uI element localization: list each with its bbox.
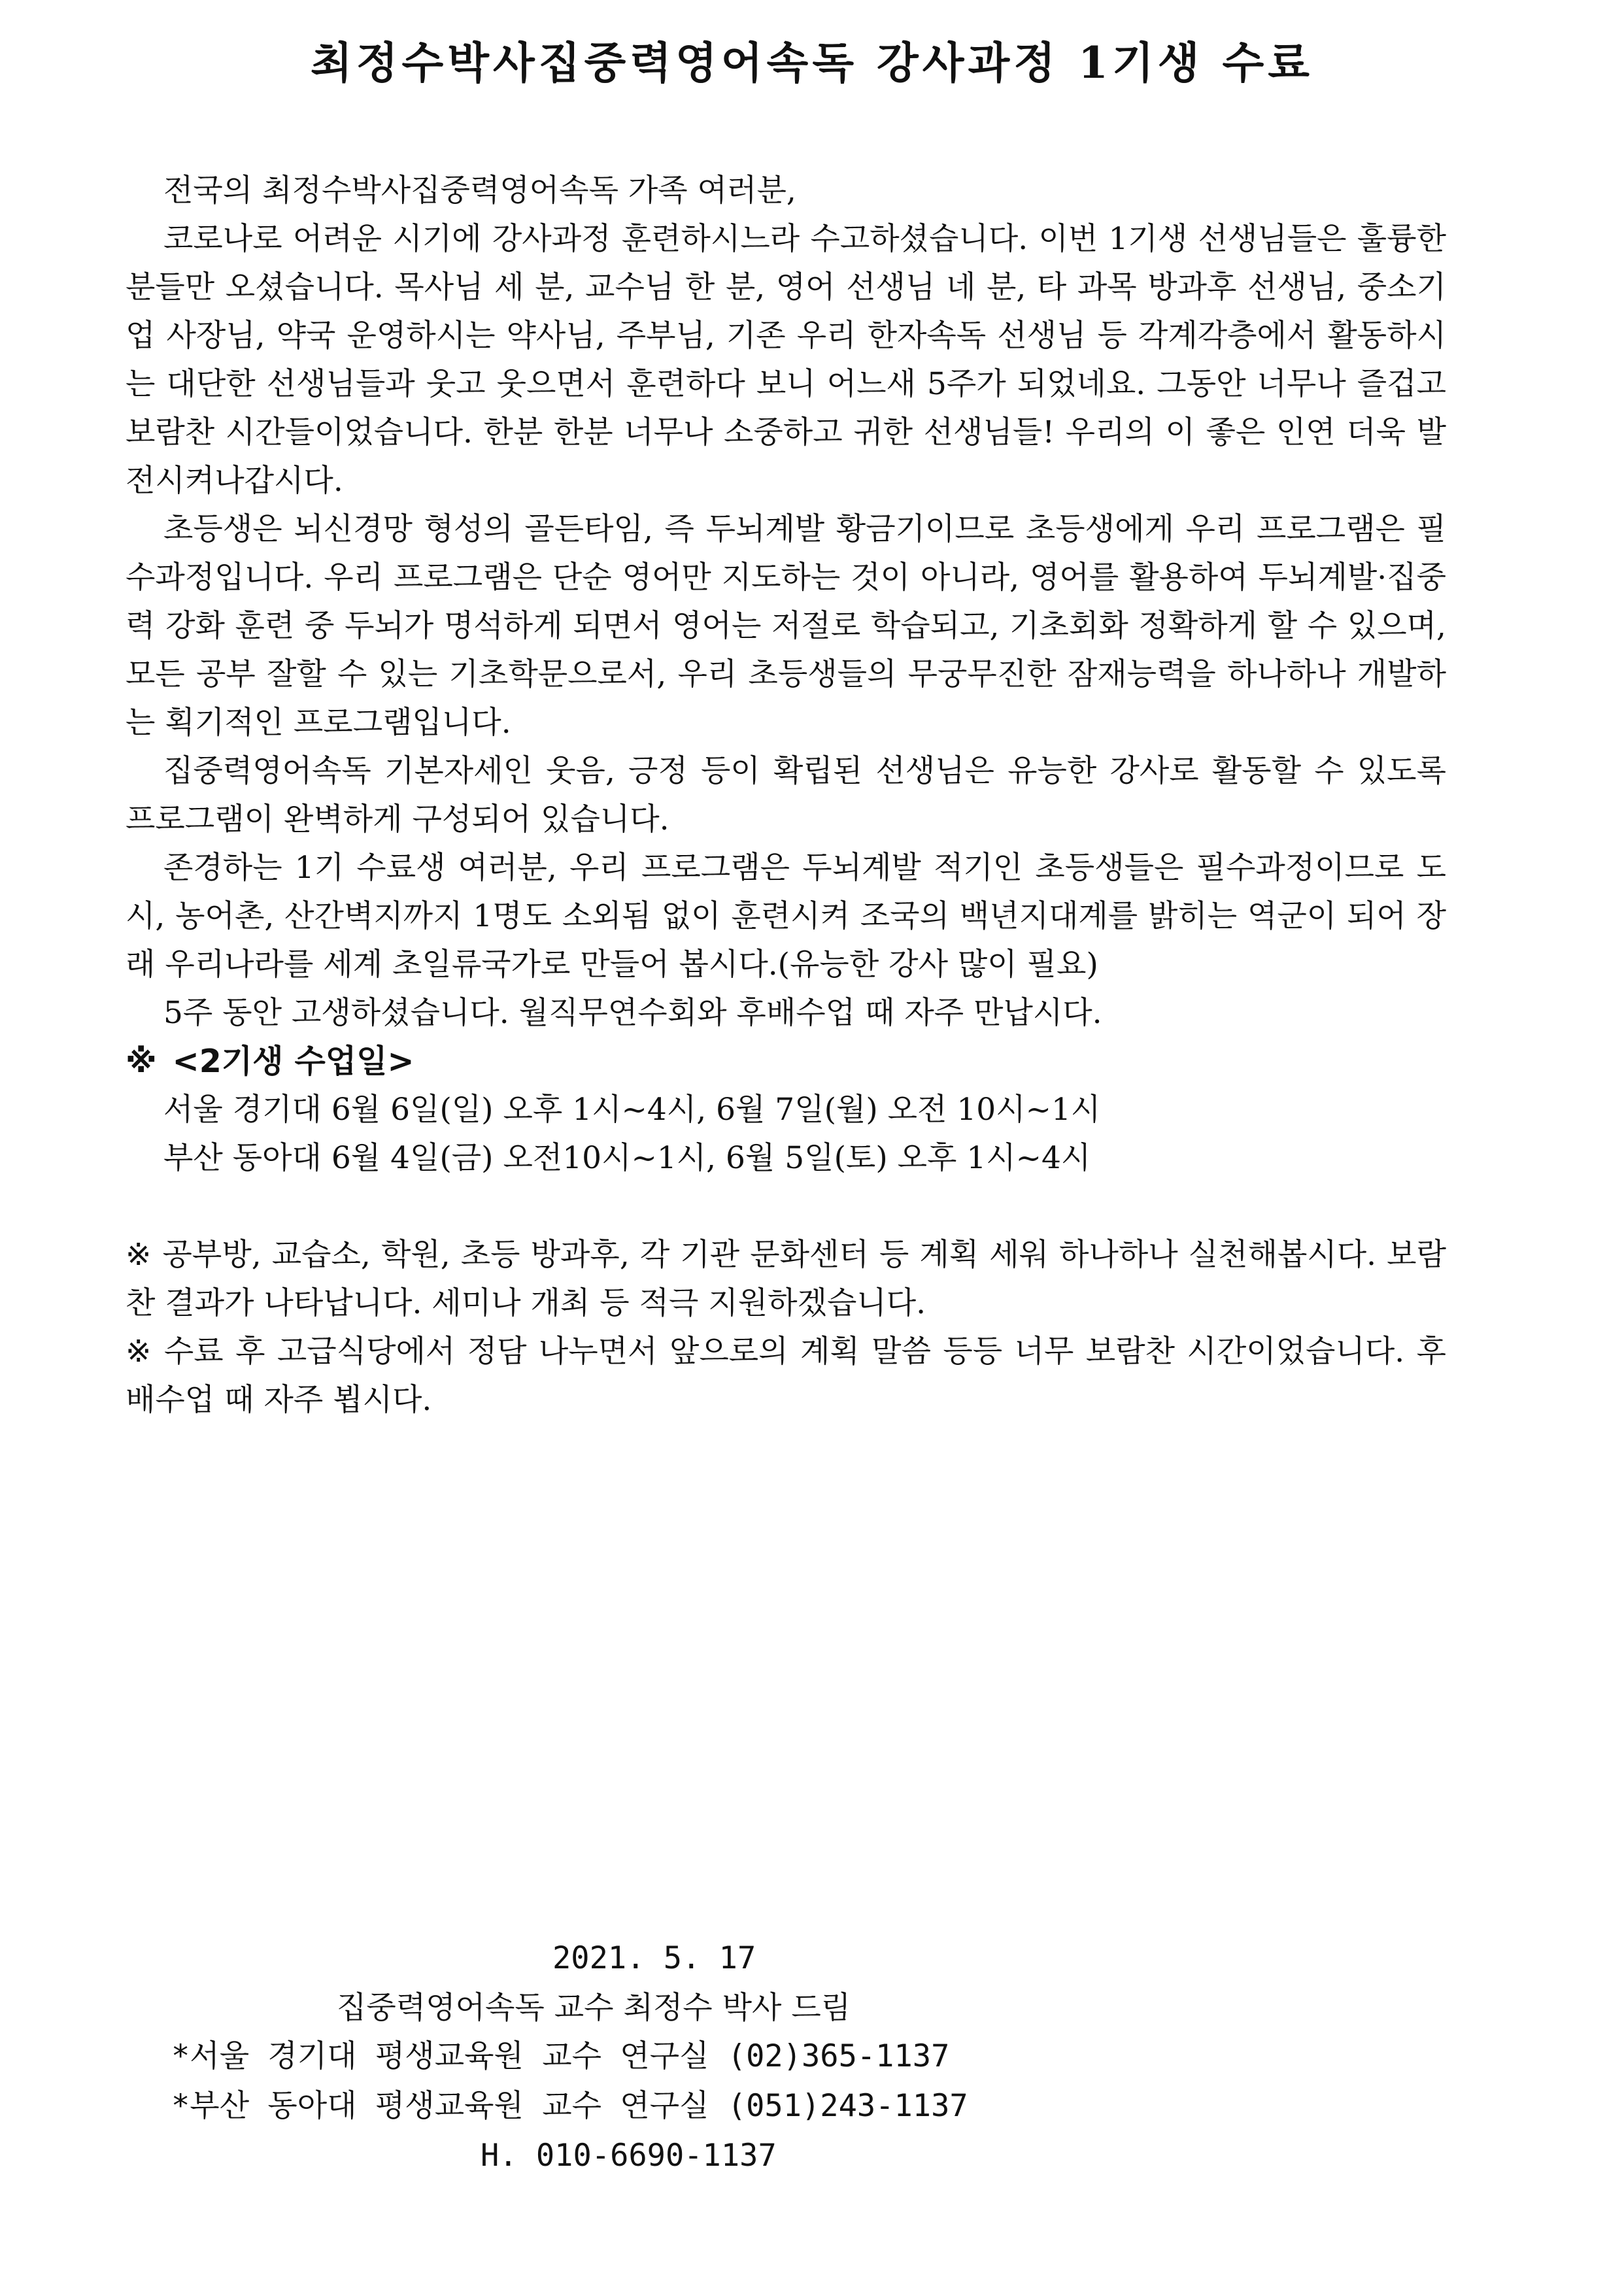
schedule-heading-text: <2기생 수업일> <box>172 1043 414 1080</box>
body-paragraph: 집중력영어속독 기본자세인 웃음, 긍정 등이 확립된 선생님은 유능한 강사로 활동할 수 있도록 프로그램이 완벽하게 구성되어 있습니다. <box>126 753 1446 837</box>
signature-office-seoul: *서울 경기대 평생교육원 교수 연구실 (02)365-1137 <box>171 2038 950 2074</box>
document-title: 최정수박사집중력영어속독 강사과정 1기생 수료 <box>311 37 1313 88</box>
reference-mark-icon: ※ <box>126 1237 152 1273</box>
schedule-line-seoul: 서울 경기대 6월 6일(일) 오후 1시~4시, 6월 7일(월) 오전 10시~1시 <box>163 1092 1101 1128</box>
signature-author: 집중력영어속독 교수 최정수 박사 드림 <box>337 1990 851 2026</box>
note-text: 수료 후 고급식당에서 정담 나누면서 앞으로의 계획 말씀 등등 너무 보람찬 시간이었습니다. 후배수업 때 자주 뵙시다. <box>126 1334 1446 1418</box>
schedule-heading <box>126 1037 1446 1086</box>
signature-date: 2021. 5. 17 <box>552 1940 756 1976</box>
body-paragraph: 코로나로 어려운 시기에 강사과정 훈련하시느라 수고하셨습니다. 이번 1기생 선생님들은 훌륭한 분들만 오셨습니다. 목사님 세 분, 교수님 한 분, 영어 선생님 네 분, 타 과목 방과후 선생님, 중소기업 사장님, 약국 운영하시는 약사님, 주부님, 기존 우리 한자속독 선생님 등 각계각층에서 활동하시는 대단한 선생님들과 웃고 웃으면서 훈련하다 보니 어느새 5주가 되었네요. 그동안 너무나 즐겁고 보람찬 시간들이었습니다. 한분 한분 너무나 소중하고 귀한 선생님들! 우리의 이 좋은 인연 더욱 발전시켜나갑시다. <box>126 221 1446 499</box>
greeting-paragraph: 전국의 최정수박사집중력영어속독 가족 여러분, <box>163 173 796 209</box>
body-paragraph: 존경하는 1기 수료생 여러분, 우리 프로그램은 두뇌계발 적기인 초등생들은 필수과정이므로 도시, 농어촌, 산간벽지까지 1명도 소외됨 없이 훈련시켜 조국의 백년지대계를 밝히는 역군이 되어 장래 우리나라를 세계 초일류국가로 만들어 봅시다.(유능한 강사 많이 필요) <box>126 850 1446 983</box>
note-paragraph <box>126 1231 1446 1328</box>
signature-office-busan: *부산 동아대 평생교육원 교수 연구실 (051)243-1137 <box>171 2088 968 2124</box>
reference-mark-icon: ※ <box>126 1043 157 1080</box>
body-paragraph: 초등생은 뇌신경망 형성의 골든타임, 즉 두뇌계발 황금기이므로 초등생에게 우리 프로그램은 필수과정입니다. 우리 프로그램은 단순 영어만 지도하는 것이 아니라, 영어를 활용하여 두뇌계발·집중력 강화 훈련 중 두뇌가 명석하게 되면서 영어는 저절로 학습되고, 기초회화 정확하게 할 수 있으며, 모든 공부 잘할 수 있는 기초학문으로서, 우리 초등생들의 무궁무진한 잠재능력을 하나하나 개발하는 획기적인 프로그램입니다. <box>126 511 1446 741</box>
reference-mark-icon: ※ <box>126 1334 154 1370</box>
document-body <box>126 167 1446 1424</box>
note-text: 공부방, 교습소, 학원, 초등 방과후, 각 기관 문화센터 등 계획 세워 하나하나 실천해봅시다. 보람찬 결과가 나타납니다. 세미나 개최 등 적극 지원하겠습니다. <box>126 1237 1446 1321</box>
schedule-line-busan: 부산 동아대 6월 4일(금) 오전10시~1시, 6월 5일(토) 오후 1시~4시 <box>163 1140 1091 1176</box>
spacer <box>126 1183 1446 1231</box>
closing-paragraph: 5주 동안 고생하셨습니다. 월직무연수회와 후배수업 때 자주 만납시다. <box>163 995 1102 1031</box>
signature-phone: H. 010-6690-1137 <box>481 2138 777 2174</box>
note-paragraph <box>126 1328 1446 1424</box>
